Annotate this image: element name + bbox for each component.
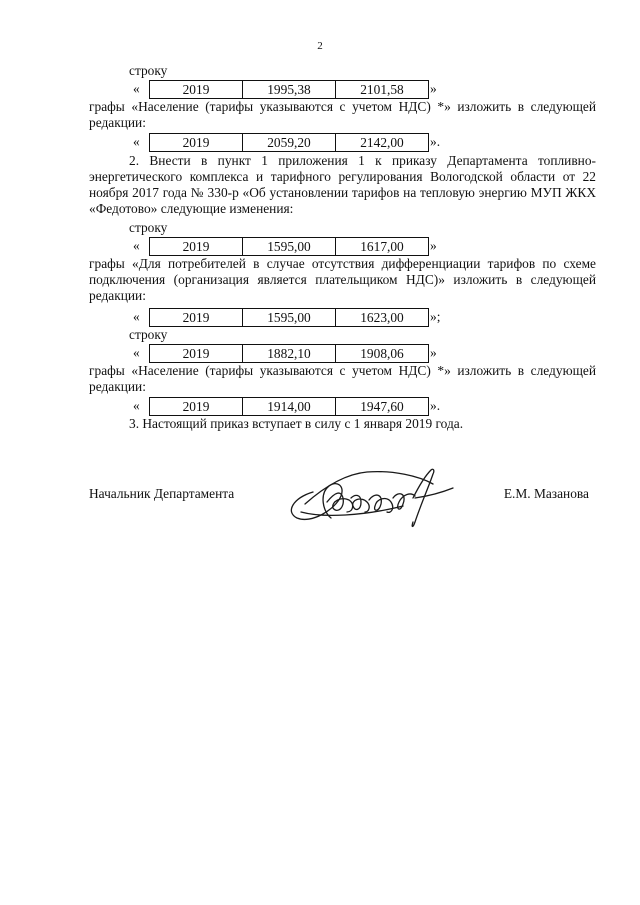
cell-value-2: 2101,58: [360, 82, 404, 97]
cell-value-1: 1995,38: [243, 81, 336, 98]
quote-open: «: [133, 398, 140, 413]
cell-value-2: 2142,00: [360, 135, 404, 150]
cell-year: 2019: [150, 398, 243, 415]
cell-year: 2019: [150, 81, 243, 98]
row-cells: [149, 80, 429, 99]
cell-value-1: 1914,00: [243, 398, 336, 415]
cell-value-2: 1623,00: [360, 310, 404, 325]
cell-value-2: 1908,06: [360, 346, 404, 361]
cell-value-1: 2059,20: [243, 134, 336, 151]
label-stroku-1: строку: [129, 63, 168, 78]
quote-open: «: [133, 134, 140, 149]
signatory-title: Начальник Департамента: [89, 486, 235, 501]
paragraph: 2. Внести в пункт 1 приложения 1 к приказу Департамента топливно-энергетического комплекса и тарифного регулирования Вологодской области от 22 ноября 2017 года № 330-р «Об установлении тарифов на тепловую энергию МУП ЖКХ «Федотово» следующие изменения:: [89, 153, 596, 216]
paragraph: графы «Население (тарифы указываются с учетом НДС) *» изложить в следующей редакции:: [89, 363, 596, 394]
row-cells: [149, 308, 429, 327]
row-cells: [149, 397, 429, 416]
cell-year: 2019: [150, 134, 243, 151]
paragraph: 3. Настоящий приказ вступает в силу с 1 января 2019 года.: [129, 416, 464, 431]
signatory-name: Е.М. Мазанова: [503, 486, 589, 501]
quote-close: »: [430, 81, 437, 96]
table-row: [0, 237, 640, 256]
cell-value-1: 1595,00: [243, 238, 336, 255]
page-number: 2: [317, 40, 323, 52]
row-cells: [149, 237, 429, 256]
paragraph: графы «Население (тарифы указываются с учетом НДС) *» изложить в следующей редакции:: [89, 99, 596, 130]
cell-year: 2019: [150, 345, 243, 362]
table-row: [0, 80, 640, 99]
cell-year: 2019: [150, 309, 243, 326]
table-row: [0, 133, 640, 152]
cell-value-1: 1595,00: [243, 309, 336, 326]
row-cells: [149, 133, 429, 152]
cell-value-2: 1947,60: [360, 399, 404, 414]
cell-value-1: 1882,10: [243, 345, 336, 362]
cell-value-2: 1617,00: [360, 239, 404, 254]
table-row: [0, 344, 640, 363]
quote-open: «: [133, 81, 140, 96]
quote-close: ».: [430, 134, 441, 149]
label-stroku-2: строку: [129, 220, 168, 235]
label-stroku-3: строку: [129, 327, 168, 342]
quote-open: «: [133, 345, 140, 360]
table-row: [0, 308, 640, 327]
handwritten-signature-icon: [283, 462, 461, 532]
quote-open: «: [133, 309, 140, 324]
quote-close: ».: [430, 398, 441, 413]
quote-open: «: [133, 238, 140, 253]
paragraph: графы «Для потребителей в случае отсутствия дифференциации тарифов по схеме подключения (организация является плательщиком НДС)» изложить в следующей редакции:: [89, 256, 596, 303]
row-cells: [149, 344, 429, 363]
cell-year: 2019: [150, 238, 243, 255]
quote-close: »;: [430, 309, 441, 324]
quote-close: »: [430, 238, 437, 253]
quote-close: »: [430, 345, 437, 360]
table-row: [0, 397, 640, 416]
